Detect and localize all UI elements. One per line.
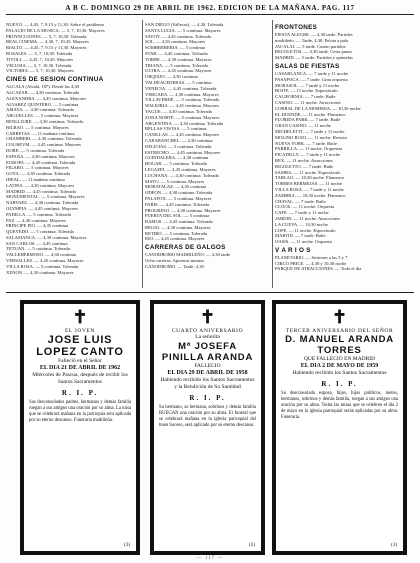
listing-line: BOITE. — 11 noche. Espectáculo	[275, 88, 338, 94]
listing-line: AMAYA. — 4,30 continua. Tolerada	[6, 107, 74, 113]
listing-line: SAVOY. — 4,45 continua. Tolerada	[145, 33, 211, 39]
listing-line: PAZ. — 4,30 continua. Mayores	[6, 217, 66, 223]
listing-line: TRIANA. — 5 continua. Tolerada	[145, 62, 208, 68]
listing-line: TETUAN. — 5 continua. Tolerada	[6, 246, 70, 252]
listing-line: RIO. — 4,45 continua. Mayores	[145, 236, 205, 242]
rip-label: R. I. P.	[189, 394, 226, 402]
listing-line: CARABANCHEL. — 4,30 continua	[145, 137, 213, 143]
section-heading: FRONTONES	[275, 24, 318, 31]
notice-number: (2)	[249, 543, 255, 548]
listing-line: URQUIJO. — 4,30 continua	[145, 74, 198, 80]
listing-line: LOPE. — 11 noche. Espectáculo	[275, 227, 336, 233]
listing-line: PALACIO DE LA MUSICA. — 5, 7, 10,30. Mayores	[6, 27, 105, 33]
listing-line: PUERTA DEL SOL. — 5 continua	[145, 213, 210, 219]
notice-body: Su desconsolada esposa, hijos, hijos políticos, nietos, hermanos, sobrinos y demás familia, ruegan a sus amigos una oración por su alma. Todas las misas que se celebren el día 2 de mayo en la iglesia parroquial serán aplicadas por su alma. Funeraria.	[281, 391, 398, 420]
listing-line: RETIRO. — 5 continua. Tolerada	[145, 230, 208, 236]
listing-line: RAMOS. — 4,45 continua. Tolerada	[145, 219, 213, 225]
listing-line: VERSALLES. — 4,45 continua. Mayores	[6, 258, 84, 264]
listing-line: REX. — 11 noche. Atracciones	[275, 157, 333, 163]
listing-line: PRINCIPE PIO. — 4,45 continua	[6, 223, 69, 229]
listing-line: MAYO. — 5 continua. Mayores	[145, 178, 205, 184]
listing-line: SAN CARLOS. — 4,45 continua	[6, 240, 68, 246]
listing-line: ZAMBRA. — 10,30 noche. Flamenco	[275, 192, 346, 198]
listing-line: TABLAO. — 10,30 noche. Flamenco	[275, 175, 345, 181]
listing-line: SALAMANCA. — 4,30 continua. Mayores	[6, 234, 87, 240]
listing-line: SANTA LUCIA. — 5 continua. Mayores	[145, 27, 221, 33]
listing-line: SOL. — 4,30 continua. Mayores	[145, 39, 206, 45]
listing-line: CASINO. — 11 noche. Atracciones	[275, 99, 341, 105]
listing-line: TORRE. — 4,30 continua. Mayores	[145, 56, 212, 62]
listing-line: OLYMPIA. — 4,45 continua. Mayores	[6, 205, 78, 211]
notice-line: Falleció en el Señor	[58, 358, 102, 364]
listing-line: PASAPOGA. — 7 tarde. Gran orquesta	[275, 76, 348, 82]
notice-date: EL DIA 29 DE ABRIL DE 1958	[167, 370, 248, 376]
listing-line: SAMBA. — 11 noche. Espectáculo	[275, 169, 341, 175]
listing-line: RIALTO. — 4,45, 7, 9,15 y 11,30. Mayores	[6, 45, 87, 51]
listing-line: madrileño. — Tarde, 4,30. Pelota a pala	[275, 37, 349, 43]
listing-line: SAN DIEGO (Vallecas). — 4,30. Tolerada	[145, 22, 224, 27]
listing-line: JARDIN. — 11 noche. Atracciones	[275, 215, 340, 221]
listing-line: GRAN CASINO. — 11 noche	[275, 123, 331, 129]
obituary-notice	[150, 300, 265, 555]
obituary-notice	[20, 300, 140, 555]
listing-line: DELICIAS. — 5 continua. Tolerada	[145, 143, 212, 149]
listing-line: NARVAEZ. — 4,30 continua. Tolerada	[6, 200, 79, 206]
rip-label: R. I. P.	[321, 380, 358, 388]
page-header: A B C. DOMINGO 29 DE ABRIL DE 1962. EDICION DE LA MAÑANA. PAG. 117	[65, 4, 355, 12]
notice-line: La señorita	[195, 334, 220, 340]
listing-line: JAI-ALAI. — 5 tarde. Cuatro partidos	[275, 43, 346, 49]
deceased-name: D. MANUEL ARANDA TORRES	[285, 334, 394, 356]
notice-line: Habiendo recibido los Santos Sacramentos y la Bendición de Su Santidad	[160, 377, 255, 390]
listing-line: PARIS. — 4,45 continua. Tolerada	[145, 201, 209, 207]
listing-line: VILLA ROSA. — 7 tarde y 11 noche	[275, 186, 344, 192]
listing-line: VALLEHERMOSO. — 4,30 continua	[6, 252, 76, 258]
listing-line: BILBAO. — 5 continua. Mayores	[6, 124, 69, 130]
listing-line: CHAMBERI. — 4,30 continua. Tolerada	[6, 136, 82, 142]
listing-line: BENLLIURE. — 4,30 continua. Tolerada	[6, 118, 83, 124]
listing-line: FLORIDA PARK. — 7 tarde. Baile	[275, 117, 341, 123]
listing-line: ALCAZAR. — 4,30 continua. Tolerada	[6, 89, 79, 95]
obituary-notices	[0, 300, 420, 558]
header-rule	[6, 14, 414, 15]
column-divider	[272, 20, 273, 288]
listing-line: ALCALA (Alcalá, 187). Desde las 4,30	[6, 84, 79, 90]
listing-line: MADRID. — 4,45 continua. Tolerada	[6, 188, 76, 194]
listing-line: MONUMENTAL. — 5 continua. Mayores	[6, 194, 85, 200]
listing-line: RIGOLETTO. — 7 tarde. Baile	[275, 163, 334, 169]
listing-line: CANODROMO MADRILEÑO. — 4,30 tarde	[145, 252, 231, 258]
listing-line: ULTRA. — 4,45 continua. Mayores	[145, 68, 212, 74]
listing-line: CIRCO PRICE. — 4,30 y 10,30 noche	[275, 260, 347, 266]
column-divider	[142, 20, 143, 288]
page-footer: — 117 —	[196, 556, 224, 561]
obituary-notice	[272, 300, 407, 555]
listing-line: EUROPA. — 4,45 continua. Tolerada	[6, 159, 76, 165]
listing-line: XENON. — 4,30 continua. Mayores	[6, 269, 74, 275]
listing-line: MOLINO ROJO. — 11 noche. Revista	[275, 134, 347, 140]
notice-preface: EL JOVEN	[64, 328, 96, 334]
cross-icon: ✝	[331, 307, 348, 327]
listing-line: MICHELETTI. — 7 tarde y 11 noche	[275, 128, 345, 134]
listing-line: VICTORIA. — 5, 7, 10,30. Mayores	[6, 68, 74, 74]
section-heading: SALAS DE FIESTAS	[275, 62, 340, 70]
listing-line: TIVOLI. — 4,45, 7, 10,45. Mayores	[6, 56, 73, 62]
notice-preface: TERCER ANIVERSARIO DEL SEÑOR	[285, 328, 394, 334]
listing-line: GOYA. — 4,30 continua. Tolerada	[6, 171, 71, 177]
listing-line: COLISEVM. — 4,45 continua. Mayores	[6, 142, 81, 148]
listing-line: VENECIA. — 4,45 continua. Tolerada	[145, 85, 217, 91]
listing-line: QUEVEDO. — 5 continua. Tolerada	[6, 229, 74, 235]
listing-line: ZONA NORTE. — 5 continua. Mayores	[145, 114, 220, 120]
cross-icon: ✝	[199, 307, 216, 327]
column-right	[275, 22, 415, 287]
listing-line: CHAVAL. — 7 tarde. Baile	[275, 198, 326, 204]
listing-line: MADRID. — 5 tarde. Partidos y quinielas	[275, 55, 353, 61]
listing-line: CALIFORNIA. — 7 tarde. Baile	[275, 94, 336, 100]
listing-line: YAGÜE. — 4,30 continua. Tolerada	[145, 108, 212, 114]
listing-line: LATINA. — 4,30 continua. Mayores	[6, 182, 74, 188]
notice-date: EL DIA 2 DE MAYO DE 1959	[300, 363, 379, 369]
listing-line: NUEVO. — 4,45, 7, 9,15 y 11,30. Sobre el problema	[6, 22, 104, 27]
listing-line: ALEXANDRA. — 4,45 continua. Mayores	[6, 95, 86, 101]
listing-line: TORRES BERMEJAS. — 11 noche	[275, 181, 342, 187]
listing-line: FIESTA ALEGRE. — 4,30 tarde. Partidos	[275, 32, 353, 37]
listing-line: MORASOL. — 7 tarde y 11 noche	[275, 82, 340, 88]
listing-line: PARQUE DE ATRACCIONES. — Todo el día	[275, 266, 362, 272]
deceased-name: Mª JOSEFA PINILLA ARANDA	[161, 341, 254, 363]
listing-line: MARTIN. — 7 tarde. Baile	[275, 233, 326, 239]
notice-date: EL DIA 21 DE ABRIL DE 1962	[39, 365, 121, 371]
rip-label: R. I. P.	[61, 389, 99, 397]
listing-line: MORATALAZ. — 4,45 continua	[145, 184, 207, 190]
listing-line: CAFE. — 7 tarde y 11 noche	[275, 210, 329, 216]
listing-line: HOGAR. — 5 continua. Tolerada	[145, 161, 207, 167]
listing-line: PARRILLA. — 11 noche. Orquestas	[275, 146, 343, 152]
notice-number: (1)	[391, 543, 397, 548]
notice-line: QUE FALLECIO EN MADRID	[303, 356, 376, 362]
listing-line: CORRAL DE LA MORERIA. — 10,30 noche	[275, 105, 361, 111]
listing-line: WALKIRIA. — 4,45 continua. Mayores	[145, 103, 220, 109]
section-heading: CINES DE SESION CONTINUA	[6, 76, 104, 84]
notice-body: Sus desconsolados padres, hermanos y demás familia ruegan a sus amigos una oración por su alma. La misa que se celebrará mañana en la parroquia será aplicada por su eterno descanso. Funeraria madrileña.	[29, 400, 131, 423]
listing-line: ARGENTINA. — 4,30 continua. Tolerada	[145, 120, 224, 126]
notice-preface: CUARTO ANIVERSARIO	[171, 328, 244, 334]
listing-line: CANODROMO. — Tarde, 4,30	[145, 263, 204, 269]
listing-line: Ocho carreras. Apuestas mutuas	[145, 258, 204, 264]
listing-line: PLANETARIO. — Sesiones a las 5 y 7	[275, 254, 348, 260]
listing-line: PROYECCIONES. — 5, 7, 10,30. Tolerada	[6, 33, 87, 39]
listing-line: CLOCK. — 11 noche. Orquesta	[275, 204, 335, 210]
listing-line: PICADILLY. — 7 tarde y 11 noche	[275, 152, 340, 158]
listing-line: ROSALES. — 5, 7, 10,30. Tolerada	[6, 50, 73, 56]
listing-line: CARRETAS. — 11 mañana continua	[6, 130, 75, 136]
listing-line: CANILLAS. — 4,45 continua. Mayores	[145, 132, 220, 138]
listing-line: VILLAVERDE. — 5 continua. Tolerada	[145, 97, 220, 103]
section-heading: CARRERAS DE GALGOS	[145, 244, 226, 252]
notice-line: FALLECIO	[194, 363, 221, 369]
listing-line: ESTRECHO. — 4,45 continua. Mayores	[145, 149, 221, 155]
listing-line: PADILLA. — 5 continua. Tolerada	[6, 211, 71, 217]
column-left	[6, 22, 139, 287]
column-middle	[145, 22, 269, 287]
notice-line: Habiendo recibido los Santos Sacramentos	[292, 370, 387, 376]
listing-line: ALVAREZ QUINTERO. — 5 continua	[6, 101, 79, 107]
listing-line: LEGAZPI. — 4,45 continua. Mayores	[145, 166, 216, 172]
listing-line: VILLA ROSA. — 5 continua. Tolerada	[6, 263, 79, 269]
listing-line: GUINDALERA. — 4,30 continua	[145, 155, 209, 161]
listing-line: PALAFOX. — 5 continua. Mayores	[145, 195, 212, 201]
listing-line: PROGRESO. — 4,30 continua. Mayores	[145, 207, 221, 213]
listing-line: REGIO. — 4,30 continua. Mayores	[145, 224, 211, 230]
listing-line: ODEON. — 4,30 continua. Tolerada	[145, 190, 213, 196]
listing-line: IDEAL. — 11 mañana continua	[6, 176, 65, 182]
listing-line: ESPAÑA. — 4,30 continua. Mayores	[6, 153, 75, 159]
listing-line: FIGARO. — 5 continua. Mayores	[6, 165, 69, 171]
listing-line: OASIS. — 11 noche. Orquesta	[275, 239, 332, 245]
listing-line: REAL CINEMA. — 4,30, 7, 10,45. Mayores	[6, 39, 89, 45]
listing-line: ARGUELLES. — 5 continua. Mayores	[6, 113, 79, 119]
listing-line: LUCHANA. — 4,30 continua. Tolerada	[145, 172, 219, 178]
listing-line: LA CUEVA. — 10,30 noche	[275, 221, 328, 227]
listing-line: VERGARA. — 4,30 continua. Mayores	[145, 91, 219, 97]
listing-line: NUEVA YORK. — 7 tarde. Baile	[275, 140, 337, 146]
notice-number: (3)	[124, 543, 130, 548]
listing-line: EL DUENDE. — 11 noche. Flamenco	[275, 111, 346, 117]
notice-body: Su hermano, su hermana, sobrinos y demás familia RUEGAN una oración por su alma. El funeral que se celebrará mañana en la iglesia parroquial del buen Suceso, será aplicado por su eterno descanso.	[159, 405, 256, 428]
listing-line: CASABLANCA. — 7 tarde y 11 noche	[275, 70, 348, 76]
deceased-name: JOSE LUIS LOPEZ CANTO	[36, 334, 124, 358]
listing-line: VELUSIA. — 5, 7, 10,30. Tolerada	[6, 62, 72, 68]
section-rule	[6, 292, 414, 293]
listing-line: BELLAS VISTAS. — 5 continua	[145, 126, 207, 132]
cross-icon: ✝	[72, 307, 88, 327]
listing-line: SOMBRERERIA. — 5 continua	[145, 45, 205, 51]
notice-line: Miércoles de Pascua, después de recibir los Santos Sacramentos	[32, 372, 128, 385]
section-heading: V A R I O S	[275, 246, 311, 254]
listing-line: STAR. — 4,45 continua. Tolerada	[145, 50, 208, 56]
listing-line: VALDEACEDERAS. — 5 continua	[145, 79, 212, 85]
listing-line: RECOLETOS. — 4,30 tarde. Cesta punta	[275, 49, 352, 55]
listing-line: DORE. — 5 continua. Tolerada	[6, 147, 65, 153]
